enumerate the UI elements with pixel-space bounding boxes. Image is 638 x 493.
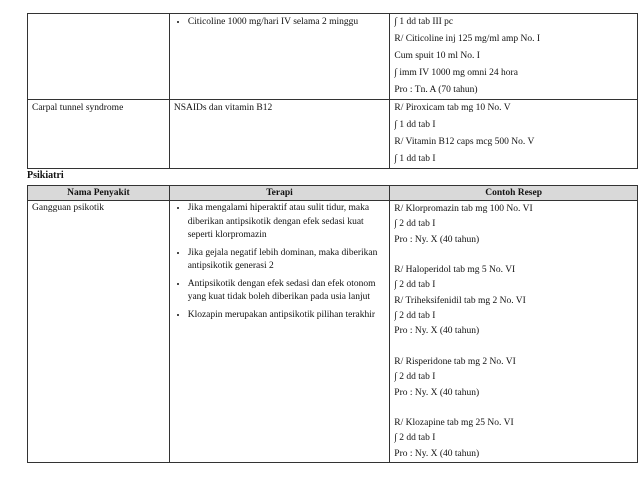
- therapy-table-psychiatry: [27, 185, 638, 463]
- therapy-bullet: • Jika mengalami hiperaktif atau sulit tidur, maka diberikan antipsikotik dengan efek sedasi kuat seperti klorpromazin: [188, 202, 386, 243]
- prescription-line: ∫ 1 dd tab III pc: [394, 17, 454, 27]
- prescription-line: ∫ imm IV 1000 mg omni 24 hora: [394, 68, 518, 78]
- therapy-bullet: • Jika gejala negatif lebih dominan, maka diberikan antipsikotik generasi 2: [188, 247, 386, 274]
- prescription-line: [394, 248, 633, 263]
- disease-cell: [28, 100, 170, 169]
- column-header-disease: Nama Penyakit: [28, 186, 170, 201]
- therapy-table-neurology: [27, 13, 638, 169]
- prescription-line: ∫ 2 dd tab I: [394, 433, 436, 444]
- prescription-line: ∫ 1 dd tab I: [394, 154, 436, 164]
- therapy-bullet: • Klozapin merupakan antipsikotik pilihan terakhir: [188, 309, 386, 323]
- table-row: [28, 14, 638, 100]
- prescription-line: [394, 401, 633, 416]
- disease-name: Gangguan psikotik: [32, 203, 105, 213]
- prescription-line: Pro : Tn. A (70 tahun): [394, 85, 478, 95]
- disease-cell: [28, 14, 170, 100]
- table-row: [28, 201, 638, 463]
- prescription-line: ∫ 2 dd tab I: [394, 219, 436, 230]
- prescription-line: R/ Triheksifenidil tab mg 2 No. VI: [394, 295, 526, 306]
- prescription-line: Pro : Ny. X (40 tahun): [394, 234, 480, 245]
- prescription-line: Pro : Ny. X (40 tahun): [394, 326, 480, 337]
- therapy-cell: [169, 14, 390, 100]
- prescription-cell: [390, 201, 638, 463]
- prescription-line: R/ Risperidone tab mg 2 No. VI: [394, 356, 516, 367]
- disease-name: Carpal tunnel syndrome: [32, 103, 124, 113]
- prescription-line: R/ Haloperidol tab mg 5 No. VI: [394, 265, 516, 276]
- prescription-line: R/ Piroxicam tab mg 10 No. V: [394, 103, 511, 113]
- prescription-line: Pro : Ny. X (40 tahun): [394, 387, 480, 398]
- prescription-line: ∫ 2 dd tab I: [394, 311, 436, 322]
- prescription-line: [394, 340, 633, 355]
- prescription-line: ∫ 1 dd tab I: [394, 120, 436, 130]
- therapy-bullet: • Antipsikotik dengan efek sedasi dan efek otonom yang kuat tidak boleh diberikan pada usia lanjut: [188, 278, 386, 305]
- prescription-line: Pro : Ny. X (40 tahun): [394, 448, 480, 459]
- prescription-line: R/ Vitamin B12 caps mcg 500 No. V: [394, 137, 535, 147]
- prescription-line: R/ Klorpromazin tab mg 100 No. VI: [394, 204, 533, 214]
- prescription-line: Cum spuit 10 ml No. I: [394, 51, 480, 61]
- prescription-line: ∫ 2 dd tab I: [394, 372, 436, 383]
- column-header-prescription: Contoh Resep: [390, 186, 638, 201]
- prescription-cell: [390, 100, 638, 169]
- table-row: [28, 100, 638, 169]
- therapy-text: NSAIDs dan vitamin B12: [173, 103, 273, 113]
- section-title: Psikiatri: [27, 170, 64, 181]
- prescription-line: ∫ 2 dd tab I: [394, 280, 436, 291]
- prescription-cell: [390, 14, 638, 100]
- column-header-therapy: Terapi: [169, 186, 390, 201]
- prescription-line: R/ Klozapine tab mg 25 No. VI: [394, 418, 514, 429]
- disease-cell: [28, 201, 170, 463]
- table-header-row: [28, 186, 638, 201]
- prescription-line: R/ Citicoline inj 125 mg/ml amp No. I: [394, 34, 541, 44]
- therapy-cell: [169, 201, 390, 463]
- therapy-bullet: • Citicoline 1000 mg/hari IV selama 2 minggu: [188, 14, 386, 31]
- therapy-cell: [169, 100, 390, 169]
